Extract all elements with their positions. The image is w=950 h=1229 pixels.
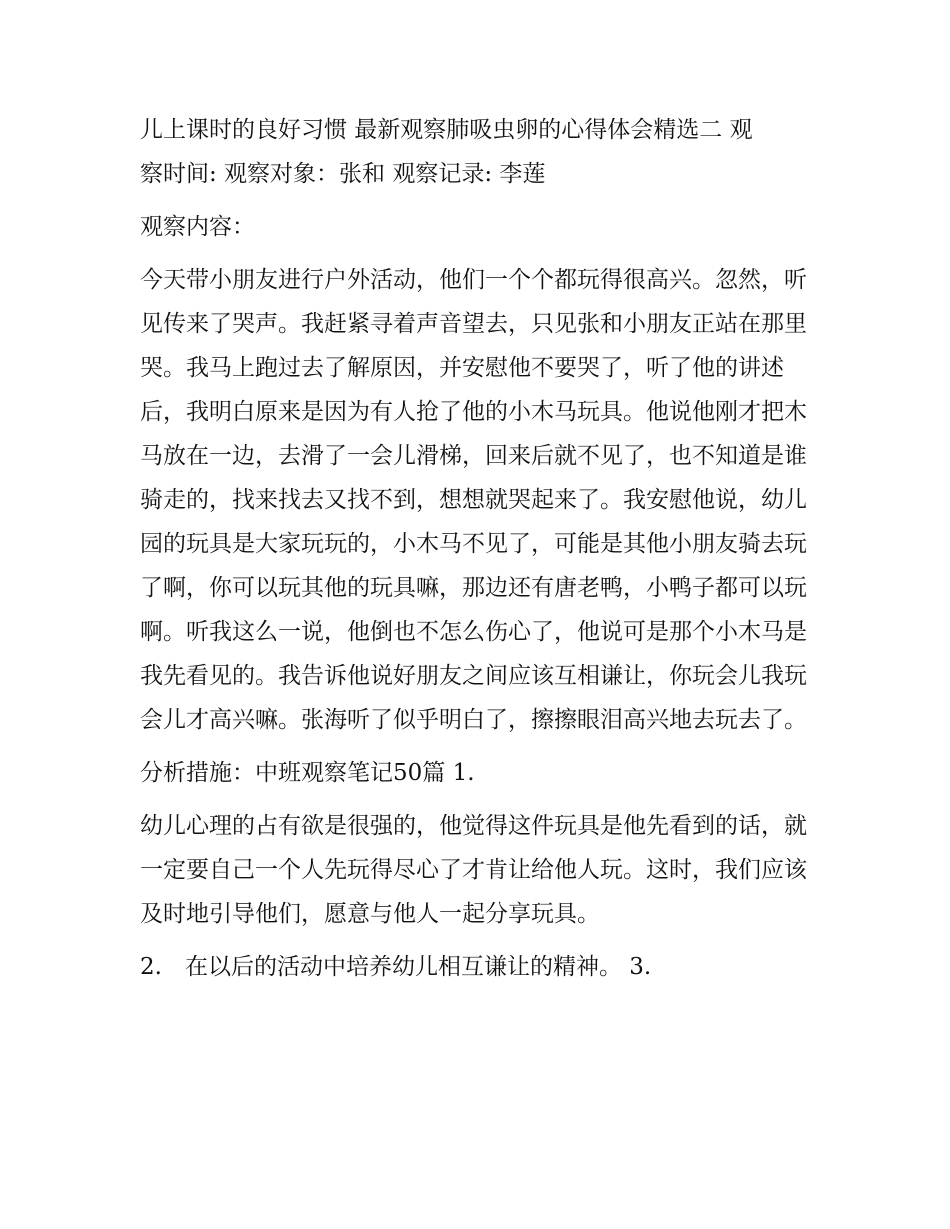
observation-paragraph: 今天带小朋友进行户外活动，他们一个个都玩得很高兴。忽然，听见传来了哭声。我赶紧寻着声音望去，只见张和小朋友正站在那里哭。我马上跑过去了解原因，并安慰他不要哭了，听了他的讲述后，我明白原来是因为有人抢了他的小木马玩具。他说他刚才把木马放在一边，去滑了一会儿滑梯，回来后就不见了，也不知道是谁骑走的，找来找去又找不到，想想就哭起来了。我安慰他说，幼儿园的玩具是大家玩玩的，小木马不见了，可能是其他小朋友骑去玩了啊，你可以玩其他的玩具嘛，那边还有唐老鸭，小鸭子都可以玩啊。听我这么一说，他倒也不怎么伤心了，他说可是那个小木马是我先看见的。我告诉他说好朋友之间应该互相谦让，你玩会儿我玩会儿才高兴嘛。张海听了似乎明白了，擦擦眼泪高兴地去玩去了。 [140, 267, 807, 733]
measure-line: 2. 在以后的活动中培养幼儿相互谦让的精神。 3. [140, 954, 652, 980]
intro-line-1: 儿上课时的良好习惯 最新观察肺吸虫卵的心得体会精选二 观 [140, 117, 753, 143]
content-heading: 观察内容： [140, 214, 255, 240]
analysis-heading: 分析措施：中班观察笔记50篇 1. [140, 760, 475, 786]
document-body [140, 108, 820, 989]
intro-line-2: 察时间: 观察对象：张和 观察记录: 李莲 [140, 161, 546, 187]
analysis-paragraph: 幼儿心理的占有欲是很强的，他觉得这件玩具是他先看到的话，就一定要自己一个人先玩得尽心了才肯让给他人玩。这时，我们应该及时地引导他们，愿意与他人一起分享玩具。 [140, 813, 807, 927]
